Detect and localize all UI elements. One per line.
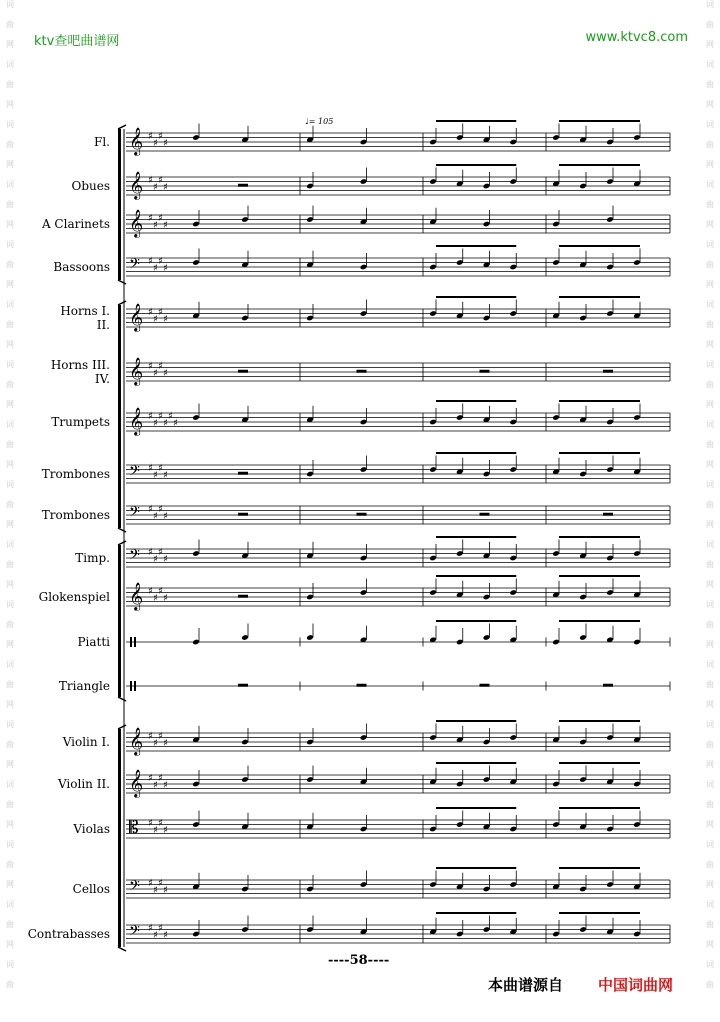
staff-5	[126, 297, 670, 332]
sharp-icon: ♯	[153, 929, 158, 941]
footer-site-name: 中国词曲网	[598, 976, 674, 994]
header-site-left: ktv查吧曲谱网	[34, 34, 120, 49]
whole-rest-icon	[357, 684, 367, 687]
sharp-icon: ♯	[148, 361, 153, 372]
watermark-char: 词	[6, 960, 14, 969]
treble-clef-icon: 𝄞	[129, 727, 144, 755]
instrument-label: Trumpets	[51, 415, 110, 429]
watermark-char: 网	[706, 460, 714, 469]
watermark-char: 词	[706, 60, 714, 69]
sharp-icon: ♯	[148, 586, 153, 597]
watermark-char: 网	[6, 100, 14, 109]
staff-7	[126, 401, 670, 436]
watermark-char: 词	[6, 900, 14, 909]
staff-11	[126, 576, 670, 611]
watermark-char: 网	[6, 700, 14, 709]
watermark-char: 词	[706, 900, 714, 909]
watermark-char: 词	[6, 480, 14, 489]
sharp-icon: ♯	[163, 417, 168, 429]
staff-4	[126, 246, 670, 276]
sharp-icon: ♯	[163, 313, 168, 325]
whole-rest-icon	[480, 684, 490, 687]
whole-rest-icon	[238, 684, 248, 687]
bracket-brass	[118, 305, 121, 528]
watermark-char: 曲	[706, 260, 714, 269]
sharp-icon: ♯	[153, 737, 158, 749]
watermark-char: 曲	[6, 800, 14, 809]
sharp-icon: ♯	[153, 417, 158, 429]
instrument-label: Trombones	[41, 508, 110, 522]
watermark-char: 词	[706, 0, 714, 9]
page-number: ----58----	[328, 953, 390, 968]
watermark-char: 词	[6, 360, 14, 369]
watermark-char: 网	[706, 100, 714, 109]
watermark-char: 词	[6, 540, 14, 549]
watermark-char: 曲	[706, 140, 714, 149]
bracket-woodwinds-hook	[118, 280, 126, 284]
instrument-label: Glokenspiel	[38, 590, 110, 604]
sharp-icon: ♯	[153, 367, 158, 379]
instrument-label: Violas	[73, 822, 110, 836]
watermark-char: 词	[706, 240, 714, 249]
bracket-strings-hook	[118, 725, 126, 729]
watermark-char: 曲	[6, 980, 14, 989]
sharp-icon: ♯	[158, 411, 163, 422]
watermark-char: 网	[6, 760, 14, 769]
bracket-percussion	[118, 545, 121, 697]
instrument-label: Piatti	[77, 635, 110, 649]
staff-1	[126, 121, 670, 156]
bracket-brass-hook	[118, 301, 126, 305]
watermark-char: 词	[706, 360, 714, 369]
watermark-char: 词	[6, 300, 14, 309]
watermark-char: 曲	[706, 740, 714, 749]
sharp-icon: ♯	[158, 463, 163, 474]
sharp-icon: ♯	[163, 884, 168, 896]
watermark-char: 曲	[706, 800, 714, 809]
percussion-clef-icon	[134, 637, 136, 647]
sharp-icon: ♯	[163, 779, 168, 791]
instrument-label: Horns I. II.	[60, 304, 110, 332]
watermark-char: 词	[6, 420, 14, 429]
sharp-icon: ♯	[158, 175, 163, 186]
watermark-char: 网	[706, 280, 714, 289]
percussion-clef-icon	[130, 637, 132, 647]
sharp-icon: ♯	[158, 307, 163, 318]
sharp-icon: ♯	[168, 411, 173, 422]
sharp-icon: ♯	[153, 553, 158, 565]
sharp-icon: ♯	[163, 219, 168, 231]
watermark-char: 词	[706, 720, 714, 729]
sharp-icon: ♯	[148, 547, 153, 558]
watermark-char: 曲	[6, 860, 14, 869]
watermark-char: 曲	[706, 380, 714, 389]
watermark-char: 曲	[6, 320, 14, 329]
watermark-char: 曲	[706, 920, 714, 929]
whole-rest-icon	[603, 513, 613, 516]
watermark-char: 曲	[6, 380, 14, 389]
sharp-icon: ♯	[148, 504, 153, 515]
treble-clef-icon: 𝄞	[129, 769, 144, 797]
watermark-char: 网	[706, 340, 714, 349]
treble-clef-icon: 𝄞	[129, 407, 144, 435]
watermark-char: 词	[6, 780, 14, 789]
watermark-char: 词	[706, 120, 714, 129]
whole-rest-icon	[238, 513, 248, 516]
instrument-label: Fl.	[94, 135, 110, 149]
sharp-icon: ♯	[158, 131, 163, 142]
sharp-icon: ♯	[158, 361, 163, 372]
staff-10	[126, 537, 670, 567]
watermark-char: 网	[706, 820, 714, 829]
watermark-char: 词	[706, 180, 714, 189]
staff-17	[126, 868, 670, 898]
watermark-char: 曲	[6, 740, 14, 749]
watermark-char: 曲	[6, 20, 14, 29]
sharp-icon: ♯	[153, 884, 158, 896]
watermark-char: 网	[6, 940, 14, 949]
sharp-icon: ♯	[163, 553, 168, 565]
watermark-char: 网	[706, 760, 714, 769]
sharp-icon: ♯	[153, 779, 158, 791]
sharp-icon: ♯	[153, 510, 158, 522]
staff-16	[126, 808, 670, 838]
sharp-icon: ♯	[153, 313, 158, 325]
watermark-char: 曲	[706, 80, 714, 89]
watermark-char: 词	[706, 960, 714, 969]
watermark-char: 网	[706, 160, 714, 169]
watermark-char: 词	[706, 480, 714, 489]
whole-rest-icon	[357, 513, 367, 516]
bass-clef-icon: 𝄢	[129, 463, 140, 483]
instrument-label: Bassoons	[53, 260, 110, 274]
sharp-icon: ♯	[148, 923, 153, 934]
sharp-icon: ♯	[158, 256, 163, 267]
watermark-char: 词	[6, 0, 14, 9]
watermark-char: 网	[6, 580, 14, 589]
watermark-char: 网	[6, 820, 14, 829]
watermark-char: 网	[706, 640, 714, 649]
sharp-icon: ♯	[148, 773, 153, 784]
treble-clef-icon: 𝄞	[129, 357, 144, 385]
sharp-icon: ♯	[148, 463, 153, 474]
watermark-char: 词	[6, 180, 14, 189]
sharp-icon: ♯	[158, 586, 163, 597]
watermark-char: 词	[6, 840, 14, 849]
sharp-icon: ♯	[173, 417, 178, 429]
instrument-label: Horns III. IV.	[50, 358, 110, 386]
watermark-char: 词	[6, 120, 14, 129]
sharp-icon: ♯	[158, 923, 163, 934]
watermark-char: 网	[706, 520, 714, 529]
sharp-icon: ♯	[163, 592, 168, 604]
sharp-icon: ♯	[148, 411, 153, 422]
percussion-clef-icon	[130, 681, 132, 691]
sharp-icon: ♯	[153, 181, 158, 193]
watermark-char: 词	[706, 540, 714, 549]
bass-clef-icon: 𝄢	[129, 923, 140, 943]
watermark-char: 曲	[706, 620, 714, 629]
tempo-marking: ♩= 105	[305, 117, 334, 126]
sharp-icon: ♯	[148, 731, 153, 742]
watermark-char: 曲	[706, 500, 714, 509]
sharp-icon: ♯	[163, 137, 168, 149]
watermark-char: 网	[6, 520, 14, 529]
bass-clef-icon: 𝄢	[129, 256, 140, 276]
alto-clef-icon: 𝄡	[129, 818, 139, 838]
watermark-char: 词	[6, 240, 14, 249]
bracket-strings-hook	[118, 947, 126, 951]
treble-clef-icon: 𝄞	[129, 127, 144, 155]
whole-rest-icon	[357, 370, 367, 373]
sharp-icon: ♯	[148, 175, 153, 186]
sharp-icon: ♯	[158, 504, 163, 515]
sharp-icon: ♯	[163, 737, 168, 749]
whole-rest-icon	[480, 370, 490, 373]
watermark-char: 曲	[706, 440, 714, 449]
watermark-char: 曲	[6, 560, 14, 569]
staff-14	[126, 721, 670, 756]
whole-rest-icon	[238, 184, 248, 187]
staff-12	[126, 621, 670, 647]
instrument-label: Triangle	[58, 679, 110, 693]
header-site-url: www.ktvc8.com	[585, 30, 688, 45]
watermark-char: 网	[706, 400, 714, 409]
whole-rest-icon	[238, 472, 248, 475]
bracket-percussion-hook	[118, 541, 126, 545]
watermark-char: 网	[706, 220, 714, 229]
watermark-char: 词	[6, 60, 14, 69]
watermark-char: 曲	[6, 140, 14, 149]
sharp-icon: ♯	[148, 256, 153, 267]
sharp-icon: ♯	[158, 547, 163, 558]
sharp-icon: ♯	[163, 262, 168, 274]
watermark-char: 曲	[706, 20, 714, 29]
sharp-icon: ♯	[148, 818, 153, 829]
instrument-label: Timp.	[75, 551, 110, 565]
instrument-label: A Clarinets	[41, 217, 110, 231]
sharp-icon: ♯	[153, 592, 158, 604]
bracket-percussion-hook	[118, 697, 126, 701]
instrument-label: Trombones	[41, 467, 110, 481]
watermark-char: 网	[706, 40, 714, 49]
watermark-char: 曲	[6, 920, 14, 929]
sharp-icon: ♯	[163, 181, 168, 193]
watermark-char: 网	[6, 160, 14, 169]
sharp-icon: ♯	[163, 824, 168, 836]
instrument-label: Contrabasses	[27, 927, 110, 941]
bass-clef-icon: 𝄢	[129, 504, 140, 524]
sharp-icon: ♯	[148, 307, 153, 318]
watermark-char: 曲	[706, 680, 714, 689]
sharp-icon: ♯	[148, 213, 153, 224]
watermark-char: 网	[706, 880, 714, 889]
sharp-icon: ♯	[163, 929, 168, 941]
watermark-char: 网	[6, 400, 14, 409]
sharp-icon: ♯	[158, 878, 163, 889]
bass-clef-icon: 𝄢	[129, 878, 140, 898]
percussion-clef-icon	[134, 681, 136, 691]
watermark-char: 曲	[706, 980, 714, 989]
watermark-char: 曲	[6, 260, 14, 269]
instrument-label: Violin I.	[62, 735, 110, 749]
treble-clef-icon: 𝄞	[129, 209, 144, 237]
treble-clef-icon: 𝄞	[129, 303, 144, 331]
staff-18	[126, 913, 670, 943]
watermark-char: 词	[6, 660, 14, 669]
watermark-char: 曲	[706, 320, 714, 329]
bracket-brass-hook	[118, 528, 126, 532]
watermark-char: 网	[6, 880, 14, 889]
watermark-char: 曲	[6, 440, 14, 449]
watermark-char: 网	[6, 640, 14, 649]
staff-8	[126, 453, 670, 483]
staff-6	[126, 357, 670, 386]
sharp-icon: ♯	[163, 510, 168, 522]
watermark-char: 曲	[706, 560, 714, 569]
footer-source-label: 本曲谱源自	[488, 976, 564, 994]
watermark-char: 词	[6, 720, 14, 729]
sharp-icon: ♯	[153, 219, 158, 231]
watermark-char: 网	[706, 580, 714, 589]
watermark-char: 词	[706, 840, 714, 849]
watermark-char: 网	[6, 280, 14, 289]
staff-9	[126, 504, 670, 524]
whole-rest-icon	[238, 370, 248, 373]
whole-rest-icon	[603, 370, 613, 373]
instrument-label: Obues	[71, 179, 110, 193]
watermark-char: 词	[6, 600, 14, 609]
treble-clef-icon: 𝄞	[129, 171, 144, 199]
staff-15	[126, 763, 670, 798]
whole-rest-icon	[603, 684, 613, 687]
sharp-icon: ♯	[153, 262, 158, 274]
staff-3	[126, 206, 670, 239]
sharp-icon: ♯	[148, 131, 153, 142]
sharp-icon: ♯	[158, 213, 163, 224]
bracket-strings	[118, 729, 121, 947]
sharp-icon: ♯	[153, 824, 158, 836]
watermark-char: 网	[706, 700, 714, 709]
watermark-char: 曲	[6, 200, 14, 209]
bracket-woodwinds	[118, 129, 121, 280]
whole-rest-icon	[238, 595, 248, 598]
watermark-char: 曲	[6, 680, 14, 689]
sharp-icon: ♯	[158, 773, 163, 784]
watermark-char: 曲	[706, 200, 714, 209]
instrument-label: Violin II.	[57, 777, 110, 791]
watermark-char: 词	[706, 420, 714, 429]
sharp-icon: ♯	[163, 367, 168, 379]
watermark-char: 曲	[6, 80, 14, 89]
staff-2	[126, 165, 670, 200]
whole-rest-icon	[480, 513, 490, 516]
watermark-char: 网	[6, 40, 14, 49]
watermark-char: 曲	[6, 500, 14, 509]
watermark-char: 网	[6, 340, 14, 349]
watermark-char: 词	[706, 300, 714, 309]
sharp-icon: ♯	[158, 731, 163, 742]
instrument-label: Cellos	[72, 882, 110, 896]
watermark-char: 网	[6, 220, 14, 229]
watermark-char: 词	[706, 660, 714, 669]
watermark-char: 曲	[706, 860, 714, 869]
staff-13	[126, 681, 670, 691]
watermark-char: 词	[706, 780, 714, 789]
watermark-char: 网	[6, 460, 14, 469]
sharp-icon: ♯	[158, 818, 163, 829]
bracket-woodwinds-hook	[118, 125, 126, 129]
sharp-icon: ♯	[153, 469, 158, 481]
watermark-char: 网	[706, 940, 714, 949]
bass-clef-icon: 𝄢	[129, 547, 140, 567]
sharp-icon: ♯	[163, 469, 168, 481]
sharp-icon: ♯	[153, 137, 158, 149]
watermark-char: 词	[706, 600, 714, 609]
watermark-char: 曲	[6, 620, 14, 629]
treble-clef-icon: 𝄞	[129, 582, 144, 610]
sharp-icon: ♯	[148, 878, 153, 889]
